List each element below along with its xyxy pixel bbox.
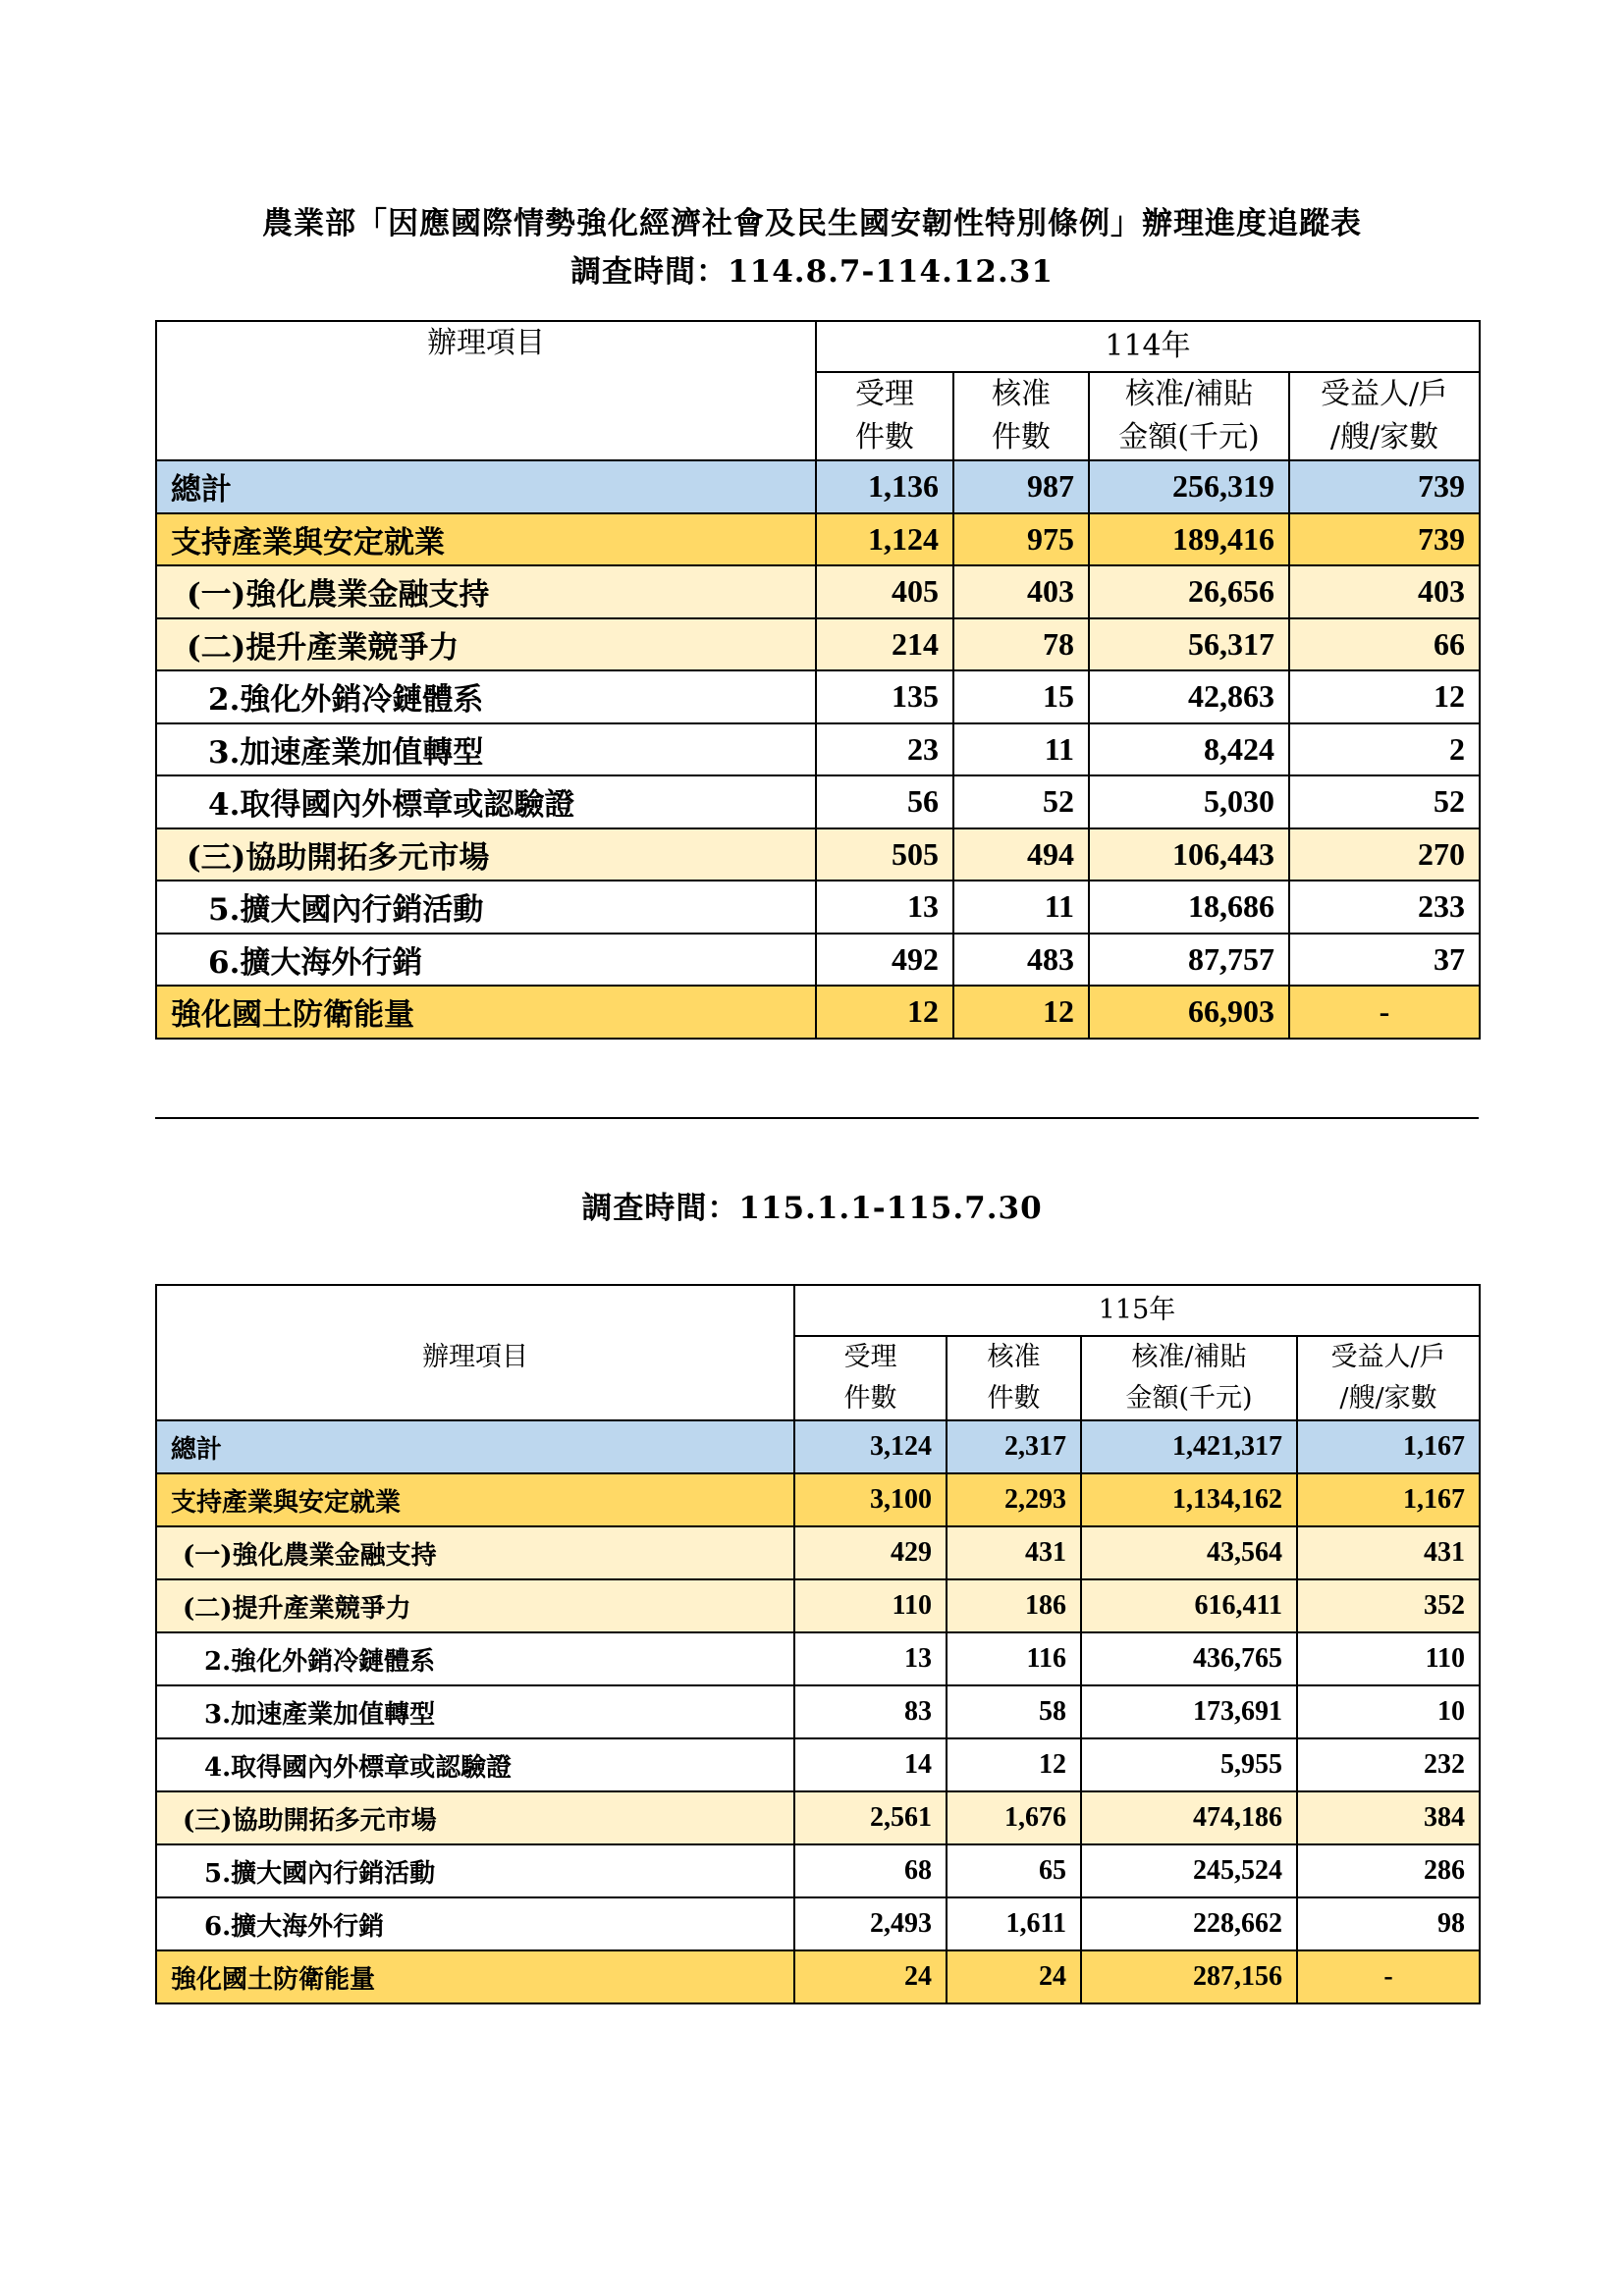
year-header: 115年 [794, 1285, 1480, 1336]
table-row-subgroup [156, 618, 1480, 671]
approved-count-cell: 2,317 [947, 1420, 1081, 1473]
approved-amount-cell: 26,656 [1089, 565, 1289, 618]
approved-count-header: 核准 件數 [947, 1336, 1081, 1420]
approved-count-header: 核准 件數 [953, 372, 1089, 460]
beneficiary-count-cell: 66 [1289, 618, 1480, 671]
received-count-cell: 2,493 [794, 1897, 947, 1950]
received-count-cell: 68 [794, 1844, 947, 1897]
approved-amount-header: 核准/補貼 金額(千元) [1081, 1336, 1297, 1420]
table-row-group [156, 1950, 1480, 2003]
approved-count-cell: 11 [953, 723, 1089, 776]
table-row [156, 881, 1480, 934]
approved-amount-cell: 1,134,162 [1081, 1473, 1297, 1526]
beneficiary-count-cell: 431 [1297, 1526, 1480, 1579]
table-row [156, 934, 1480, 987]
approved-count-cell: 12 [953, 986, 1089, 1039]
row-label: 強化國土防衛能量 [156, 986, 816, 1039]
beneficiary-count-cell: 233 [1289, 881, 1480, 934]
beneficiary-count-cell: 12 [1289, 670, 1480, 723]
approved-amount-header: 核准/補貼 金額(千元) [1089, 372, 1289, 460]
approved-amount-cell: 106,443 [1089, 828, 1289, 881]
beneficiary-count-header: 受益人/戶 /艘/家數 [1297, 1336, 1480, 1420]
approved-count-cell: 431 [947, 1526, 1081, 1579]
beneficiary-count-cell: - [1289, 986, 1480, 1039]
approved-count-cell: 52 [953, 775, 1089, 828]
received-count-cell: 13 [794, 1632, 947, 1685]
approved-count-cell: 186 [947, 1579, 1081, 1632]
approved-amount-cell: 87,757 [1089, 934, 1289, 987]
table-row-group [156, 1473, 1480, 1526]
received-count-cell: 505 [816, 828, 953, 881]
beneficiary-count-cell: 98 [1297, 1897, 1480, 1950]
row-label: (三)協助開拓多元市場 [156, 828, 816, 881]
beneficiary-count-cell: 352 [1297, 1579, 1480, 1632]
progress-table-115 [155, 1284, 1481, 2004]
beneficiary-count-cell: 232 [1297, 1738, 1480, 1791]
table-row [156, 723, 1480, 776]
table-row [156, 1738, 1480, 1791]
beneficiary-count-cell: 110 [1297, 1632, 1480, 1685]
approved-count-cell: 78 [953, 618, 1089, 671]
approved-amount-cell: 5,955 [1081, 1738, 1297, 1791]
row-label: (一)強化農業金融支持 [156, 1526, 794, 1579]
received-count-cell: 3,100 [794, 1473, 947, 1526]
approved-amount-cell: 1,421,317 [1081, 1420, 1297, 1473]
approved-count-cell: 116 [947, 1632, 1081, 1685]
item-column-header: 辦理項目 [156, 1285, 794, 1420]
row-label: 總計 [156, 460, 816, 513]
approved-amount-cell: 5,030 [1089, 775, 1289, 828]
received-count-header: 受理 件數 [816, 372, 953, 460]
approved-amount-cell: 616,411 [1081, 1579, 1297, 1632]
table-row-subgroup [156, 828, 1480, 881]
received-count-header: 受理 件數 [794, 1336, 947, 1420]
approved-amount-cell: 18,686 [1089, 881, 1289, 934]
approved-amount-cell: 56,317 [1089, 618, 1289, 671]
row-label: 5.擴大國內行銷活動 [156, 1844, 794, 1897]
beneficiary-count-cell: 1,167 [1297, 1473, 1480, 1526]
received-count-cell: 3,124 [794, 1420, 947, 1473]
table-row [156, 1897, 1480, 1950]
approved-count-cell: 15 [953, 670, 1089, 723]
row-label: 2.強化外銷冷鏈體系 [156, 670, 816, 723]
table-row [156, 1632, 1480, 1685]
approved-amount-cell: 43,564 [1081, 1526, 1297, 1579]
approved-amount-cell: 173,691 [1081, 1685, 1297, 1738]
beneficiary-count-cell: 10 [1297, 1685, 1480, 1738]
table-row-subgroup [156, 1579, 1480, 1632]
approved-amount-cell: 474,186 [1081, 1791, 1297, 1844]
table-row-subgroup [156, 565, 1480, 618]
row-label: 6.擴大海外行銷 [156, 934, 816, 987]
approved-amount-cell: 245,524 [1081, 1844, 1297, 1897]
beneficiary-count-cell: 739 [1289, 460, 1480, 513]
row-label: (一)強化農業金融支持 [156, 565, 816, 618]
beneficiary-count-cell: 2 [1289, 723, 1480, 776]
received-count-cell: 83 [794, 1685, 947, 1738]
approved-amount-cell: 42,863 [1089, 670, 1289, 723]
beneficiary-count-cell: 1,167 [1297, 1420, 1480, 1473]
table-row-group [156, 513, 1480, 566]
row-label: 3.加速產業加值轉型 [156, 723, 816, 776]
approved-amount-cell: 287,156 [1081, 1950, 1297, 2003]
table-row [156, 670, 1480, 723]
table-row-group [156, 986, 1480, 1039]
received-count-cell: 1,124 [816, 513, 953, 566]
approved-count-cell: 1,676 [947, 1791, 1081, 1844]
year-header: 114年 [816, 321, 1480, 372]
approved-count-cell: 987 [953, 460, 1089, 513]
beneficiary-count-cell: 52 [1289, 775, 1480, 828]
survey-period-1: 調查時間：114.8.7-114.12.31 [570, 254, 1054, 290]
approved-amount-cell: 8,424 [1089, 723, 1289, 776]
row-label: 總計 [156, 1420, 794, 1473]
beneficiary-count-cell: 286 [1297, 1844, 1480, 1897]
row-label: (二)提升產業競爭力 [156, 618, 816, 671]
approved-amount-cell: 436,765 [1081, 1632, 1297, 1685]
progress-table-114 [155, 320, 1481, 1040]
table-row-subgroup [156, 1526, 1480, 1579]
approved-count-cell: 65 [947, 1844, 1081, 1897]
received-count-cell: 110 [794, 1579, 947, 1632]
beneficiary-count-header: 受益人/戶 /艘/家數 [1289, 372, 1480, 460]
document-title: 農業部「因應國際情勢強化經濟社會及民生國安韌性特別條例」辦理進度追蹤表 [262, 206, 1362, 241]
received-count-cell: 1,136 [816, 460, 953, 513]
row-label: 4.取得國內外標章或認驗證 [156, 775, 816, 828]
row-label: 6.擴大海外行銷 [156, 1897, 794, 1950]
approved-count-cell: 12 [947, 1738, 1081, 1791]
table-row-total [156, 460, 1480, 513]
received-count-cell: 23 [816, 723, 953, 776]
approved-count-cell: 24 [947, 1950, 1081, 2003]
row-label: (三)協助開拓多元市場 [156, 1791, 794, 1844]
table-row [156, 1685, 1480, 1738]
received-count-cell: 135 [816, 670, 953, 723]
received-count-cell: 2,561 [794, 1791, 947, 1844]
received-count-cell: 56 [816, 775, 953, 828]
approved-count-cell: 1,611 [947, 1897, 1081, 1950]
item-column-header: 辦理項目 [156, 321, 816, 460]
beneficiary-count-cell: 37 [1289, 934, 1480, 987]
approved-count-cell: 11 [953, 881, 1089, 934]
approved-amount-cell: 189,416 [1089, 513, 1289, 566]
approved-count-cell: 58 [947, 1685, 1081, 1738]
table-row-total [156, 1420, 1480, 1473]
survey-period-2: 調查時間：115.1.1-115.7.30 [581, 1191, 1043, 1226]
approved-count-cell: 403 [953, 565, 1089, 618]
row-label: 3.加速產業加值轉型 [156, 1685, 794, 1738]
row-label: 5.擴大國內行銷活動 [156, 881, 816, 934]
beneficiary-count-cell: 403 [1289, 565, 1480, 618]
beneficiary-count-cell: - [1297, 1950, 1480, 2003]
received-count-cell: 13 [816, 881, 953, 934]
beneficiary-count-cell: 739 [1289, 513, 1480, 566]
row-label: 4.取得國內外標章或認驗證 [156, 1738, 794, 1791]
approved-count-cell: 2,293 [947, 1473, 1081, 1526]
received-count-cell: 429 [794, 1526, 947, 1579]
approved-amount-cell: 256,319 [1089, 460, 1289, 513]
row-label: 2.強化外銷冷鏈體系 [156, 1632, 794, 1685]
row-label: (二)提升產業競爭力 [156, 1579, 794, 1632]
row-label: 支持產業與安定就業 [156, 1473, 794, 1526]
section-divider [155, 1117, 1479, 1119]
row-label: 支持產業與安定就業 [156, 513, 816, 566]
received-count-cell: 214 [816, 618, 953, 671]
approved-amount-cell: 66,903 [1089, 986, 1289, 1039]
received-count-cell: 12 [816, 986, 953, 1039]
beneficiary-count-cell: 384 [1297, 1791, 1480, 1844]
approved-count-cell: 483 [953, 934, 1089, 987]
approved-amount-cell: 228,662 [1081, 1897, 1297, 1950]
table-row [156, 775, 1480, 828]
received-count-cell: 24 [794, 1950, 947, 2003]
table-row-subgroup [156, 1791, 1480, 1844]
approved-count-cell: 975 [953, 513, 1089, 566]
received-count-cell: 492 [816, 934, 953, 987]
received-count-cell: 14 [794, 1738, 947, 1791]
row-label: 強化國土防衛能量 [156, 1950, 794, 2003]
approved-count-cell: 494 [953, 828, 1089, 881]
beneficiary-count-cell: 270 [1289, 828, 1480, 881]
table-row [156, 1844, 1480, 1897]
received-count-cell: 405 [816, 565, 953, 618]
